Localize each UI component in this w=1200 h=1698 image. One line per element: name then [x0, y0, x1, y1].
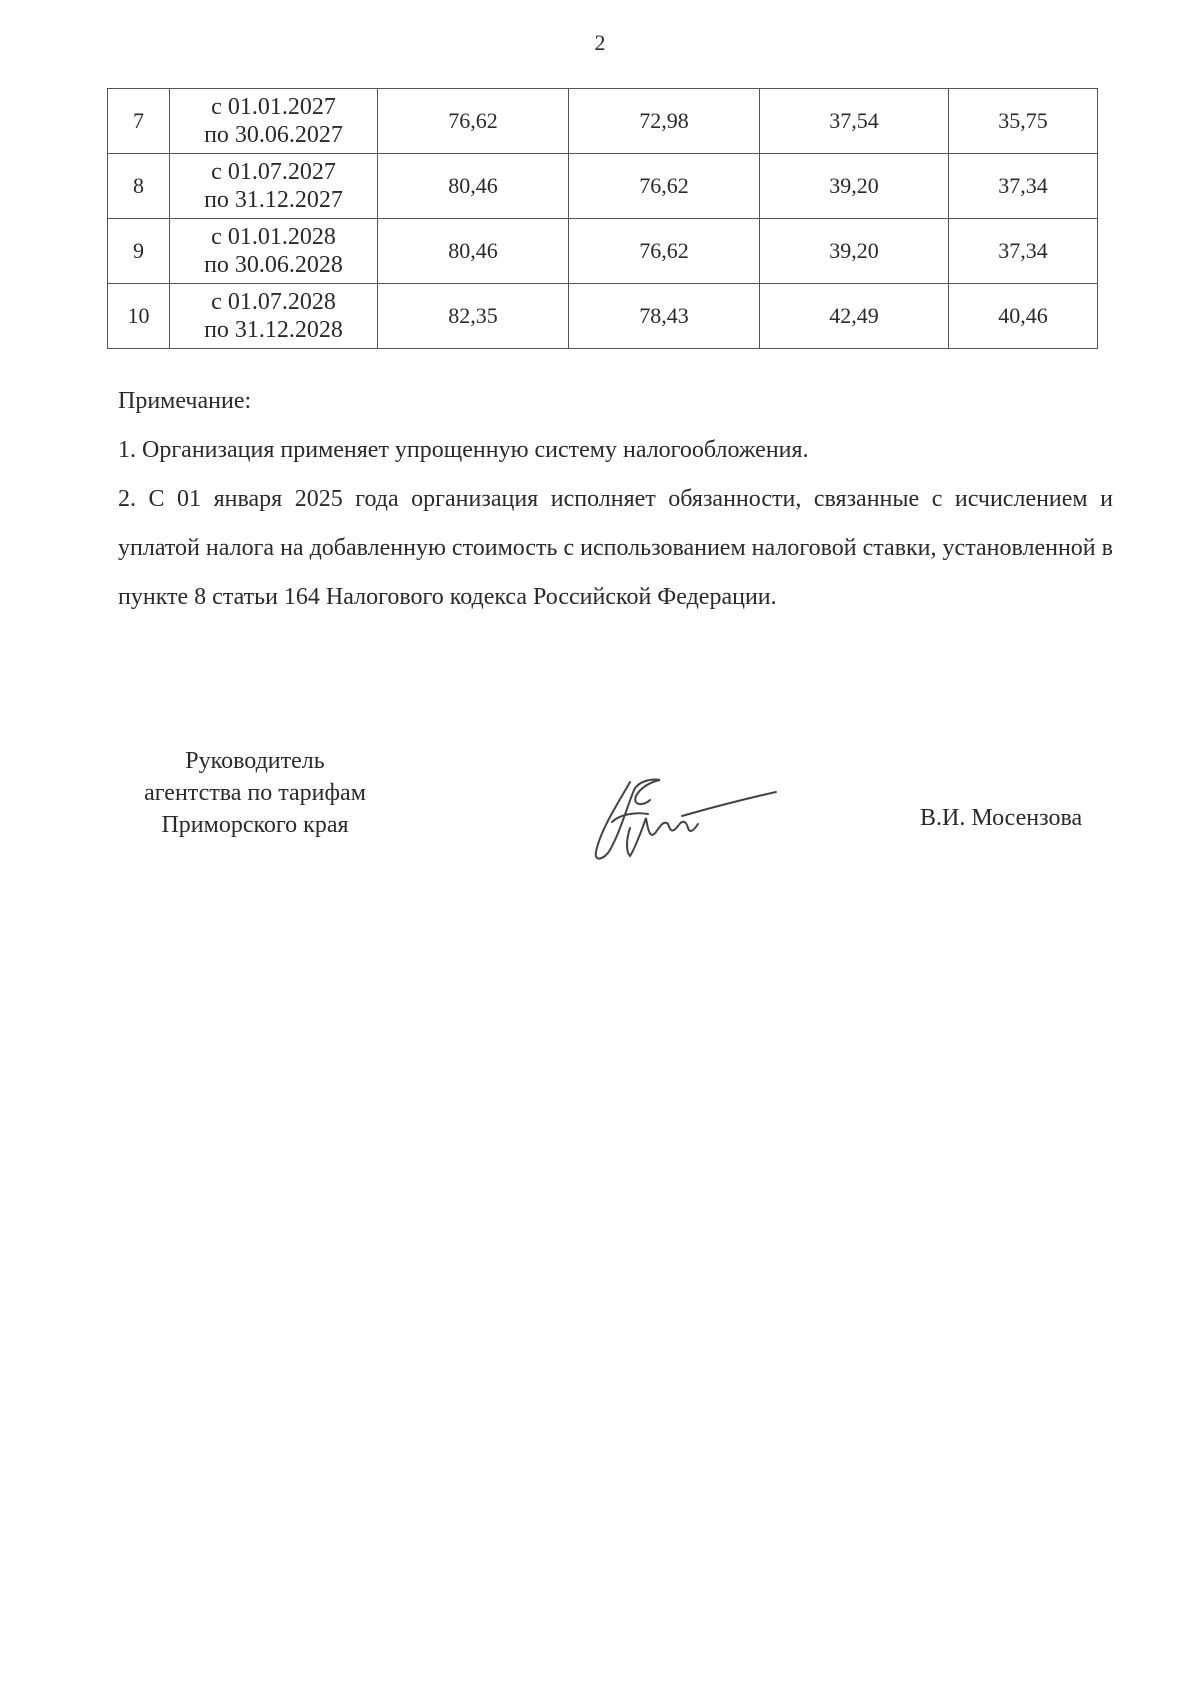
- value-cell: 78,43: [569, 284, 760, 349]
- value-cell: 37,54: [760, 89, 949, 154]
- period-cell: [170, 154, 378, 219]
- period-to: по 30.06.2027: [204, 122, 343, 148]
- value-cell: 80,46: [378, 154, 569, 219]
- page-number: 2: [594, 30, 606, 55]
- row-number: 8: [108, 154, 170, 219]
- table-row: [108, 219, 1098, 284]
- period-from: с 01.01.2027: [211, 94, 336, 120]
- period-from: с 01.07.2027: [211, 159, 336, 185]
- period-to: по 30.06.2028: [204, 252, 343, 278]
- note-item: 2. С 01 января 2025 года организация исполняет обязанности, связанные с исчислением и уплатой налога на добавленную стоимость с использованием налоговой ставки, установленной в пункте 8 статьи 164 Налогового кодекса Российской Федерации.: [118, 486, 1113, 610]
- period-cell: [170, 89, 378, 154]
- notes-heading: Примечание:: [118, 388, 252, 414]
- value-cell: 39,20: [760, 219, 949, 284]
- tariff-table: [107, 88, 1098, 349]
- signer-title: [110, 745, 400, 841]
- signer-title-line: агентства по тарифам: [144, 780, 366, 806]
- table-row: [108, 154, 1098, 219]
- table-row: [108, 89, 1098, 154]
- value-cell: 35,75: [949, 89, 1098, 154]
- handwritten-signature: [590, 770, 780, 865]
- period-from: с 01.07.2028: [211, 289, 336, 315]
- row-number: 7: [108, 89, 170, 154]
- note-item: 1. Организация применяет упрощенную систему налогообложения.: [118, 437, 809, 463]
- value-cell: 42,49: [760, 284, 949, 349]
- notes-section: [118, 377, 1113, 622]
- period-cell: [170, 284, 378, 349]
- signer-title-line: Руководитель: [185, 748, 325, 774]
- value-cell: 80,46: [378, 219, 569, 284]
- signer-title-line: Приморского края: [161, 812, 349, 838]
- value-cell: 40,46: [949, 284, 1098, 349]
- row-number: 9: [108, 219, 170, 284]
- period-to: по 31.12.2028: [204, 317, 343, 343]
- period-cell: [170, 219, 378, 284]
- row-number: 10: [108, 284, 170, 349]
- period-to: по 31.12.2027: [204, 187, 343, 213]
- value-cell: 76,62: [378, 89, 569, 154]
- value-cell: 37,34: [949, 219, 1098, 284]
- table-row: [108, 284, 1098, 349]
- value-cell: 37,34: [949, 154, 1098, 219]
- value-cell: 76,62: [569, 154, 760, 219]
- signer-name: В.И. Мосензова: [920, 805, 1083, 831]
- period-from: с 01.01.2028: [211, 224, 336, 250]
- value-cell: 76,62: [569, 219, 760, 284]
- value-cell: 72,98: [569, 89, 760, 154]
- value-cell: 82,35: [378, 284, 569, 349]
- value-cell: 39,20: [760, 154, 949, 219]
